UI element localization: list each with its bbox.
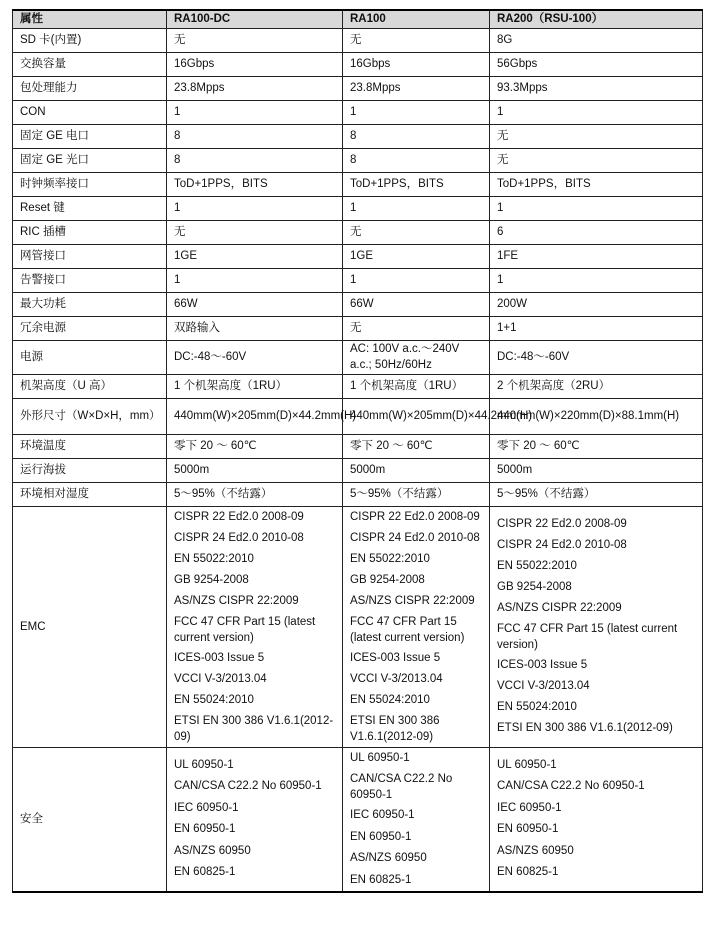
list-item: EN 55022:2010 [497, 560, 577, 572]
row-value: 5～95%（不结露） [490, 482, 703, 506]
list-item: IEC 60950-1 [174, 801, 239, 814]
list-item: UL 60950-1 [350, 751, 410, 764]
table-row [13, 172, 703, 196]
table-row [13, 434, 703, 458]
row-value: 1FE [490, 244, 703, 268]
row-label: 告警接口 [13, 268, 167, 292]
row-value: 5～95%（不结露） [343, 482, 490, 506]
row-value: 1 [343, 196, 490, 220]
row-value: 5000m [167, 458, 343, 482]
list-item: FCC 47 CFR Part 15 (latest current version) [497, 623, 678, 651]
row-label: 环境相对湿度 [13, 482, 167, 506]
list-item: CISPR 24 Ed2.0 2010-08 [350, 531, 480, 544]
list-item: ETSI EN 300 386 V1.6.1(2012-09) [350, 714, 440, 743]
row-value: 无 [343, 28, 490, 52]
standards-list [350, 748, 482, 892]
list-item: ICES-003 Issue 5 [350, 651, 441, 664]
list-item: FCC 47 CFR Part 15 (latest current version) [174, 615, 316, 644]
row-value: 93.3Mpps [490, 76, 703, 100]
list-item: AS/NZS 60950 [174, 844, 251, 857]
list-item: EN 60825-1 [174, 866, 236, 879]
row-label: SD 卡(内置) [13, 28, 167, 52]
list-item: ETSI EN 300 386 V1.6.1(2012-09) [174, 714, 334, 743]
table-row [13, 220, 703, 244]
row-label: Reset 键 [13, 196, 167, 220]
row-value: 8 [343, 124, 490, 148]
list-item: CISPR 24 Ed2.0 2010-08 [497, 539, 627, 551]
row-value: 1 [490, 100, 703, 124]
row-value: 1 [167, 268, 343, 292]
row-value: 440mm(W)×220mm(D)×88.1mm(H) [490, 398, 703, 434]
list-item: IEC 60950-1 [350, 809, 415, 821]
row-value: 无 [343, 220, 490, 244]
row-value: 23.8Mpps [343, 76, 490, 100]
row-value: 1 [167, 100, 343, 124]
row-value-list [167, 747, 343, 892]
row-value-list [167, 506, 343, 747]
row-value: ToD+1PPS，BITS [167, 172, 343, 196]
row-value: 16Gbps [343, 52, 490, 76]
row-value: 5～95%（不结露） [167, 482, 343, 506]
row-value: 1GE [167, 244, 343, 268]
row-value: 200W [490, 292, 703, 316]
list-item: ICES-003 Issue 5 [174, 651, 265, 664]
spec-table [12, 9, 703, 893]
row-label: 冗余电源 [13, 316, 167, 340]
list-item: CISPR 22 Ed2.0 2008-09 [350, 510, 480, 523]
table-row-emc [13, 506, 703, 747]
row-value: 1 [167, 196, 343, 220]
list-item: EN 60950-1 [350, 830, 412, 843]
row-value: 2 个机架高度（2RU） [490, 374, 703, 398]
row-value: 8 [343, 148, 490, 172]
row-value: 8 [167, 124, 343, 148]
list-item: FCC 47 CFR Part 15 (latest current version) [350, 615, 465, 644]
list-item: EN 55024:2010 [497, 701, 577, 713]
row-value: 无 [167, 220, 343, 244]
header-ra100: RA100 [343, 10, 490, 28]
row-value: 1 [490, 268, 703, 292]
list-item: CAN/CSA C22.2 No 60950-1 [174, 780, 322, 793]
row-value: 双路输入 [167, 316, 343, 340]
row-value: ToD+1PPS，BITS [343, 172, 490, 196]
row-value: 1GE [343, 244, 490, 268]
row-label: 安全 [13, 747, 167, 892]
table-row [13, 148, 703, 172]
table-header-row [13, 10, 703, 28]
list-item: AS/NZS 60950 [497, 844, 574, 857]
list-item: IEC 60950-1 [497, 801, 562, 814]
list-item: CAN/CSA C22.2 No 60950-1 [497, 780, 645, 793]
list-item: EN 55022:2010 [350, 552, 430, 565]
row-label: 机架高度（U 高） [13, 374, 167, 398]
row-value: 440mm(W)×205mm(D)×44.2mm(H) [167, 398, 343, 434]
list-item: GB 9254-2008 [497, 581, 572, 593]
row-value: 66W [343, 292, 490, 316]
row-value: 无 [490, 124, 703, 148]
table-row [13, 100, 703, 124]
row-label: 固定 GE 光口 [13, 148, 167, 172]
row-label: 运行海拔 [13, 458, 167, 482]
list-item: AS/NZS CISPR 22:2009 [350, 594, 475, 607]
list-item: EN 60950-1 [174, 823, 236, 836]
table-row [13, 482, 703, 506]
list-item: VCCI V-3/2013.04 [350, 672, 443, 685]
row-value: 6 [490, 220, 703, 244]
row-value: 零下 20 ～ 60℃ [167, 434, 343, 458]
row-value: AC: 100V a.c.～240V a.c.; 50Hz/60Hz [343, 340, 490, 374]
list-item: EN 55024:2010 [350, 693, 430, 706]
list-item: EN 60950-1 [497, 823, 559, 836]
row-value: 23.8Mpps [167, 76, 343, 100]
list-item: ETSI EN 300 386 V1.6.1(2012-09) [497, 722, 673, 734]
spec-table-body [13, 28, 703, 892]
table-row [13, 340, 703, 374]
row-value: 16Gbps [167, 52, 343, 76]
list-item: CISPR 22 Ed2.0 2008-09 [497, 518, 627, 530]
list-item: CAN/CSA C22.2 No 60950-1 [350, 773, 453, 801]
list-item: UL 60950-1 [497, 758, 557, 771]
standards-list [350, 507, 482, 747]
table-row [13, 76, 703, 100]
row-value: 无 [167, 28, 343, 52]
row-value: 1 个机架高度（1RU） [343, 374, 490, 398]
row-value: 1 [343, 100, 490, 124]
row-value: DC:-48～-60V [167, 340, 343, 374]
row-label: EMC [13, 506, 167, 747]
table-row [13, 398, 703, 434]
table-row [13, 458, 703, 482]
spec-table-container [12, 9, 702, 893]
row-label: CON [13, 100, 167, 124]
list-item: ICES-003 Issue 5 [497, 659, 588, 671]
row-value: 8 [167, 148, 343, 172]
table-row [13, 244, 703, 268]
row-value: 1 [343, 268, 490, 292]
table-row [13, 52, 703, 76]
row-value: 56Gbps [490, 52, 703, 76]
standards-list [497, 514, 695, 739]
list-item: EN 55024:2010 [174, 693, 254, 706]
row-label: 最大功耗 [13, 292, 167, 316]
table-row [13, 292, 703, 316]
list-item: AS/NZS CISPR 22:2009 [174, 594, 299, 607]
row-label: 环境温度 [13, 434, 167, 458]
row-value: 无 [490, 148, 703, 172]
row-label: 电源 [13, 340, 167, 374]
list-item: UL 60950-1 [174, 758, 234, 771]
row-value: 零下 20 ～ 60℃ [343, 434, 490, 458]
list-item: AS/NZS CISPR 22:2009 [497, 602, 622, 614]
row-value-list [343, 747, 490, 892]
row-value: 5000m [490, 458, 703, 482]
row-label: RIC 插槽 [13, 220, 167, 244]
list-item: EN 60825-1 [350, 873, 412, 886]
table-row [13, 316, 703, 340]
row-value: 无 [343, 316, 490, 340]
list-item: GB 9254-2008 [174, 573, 249, 586]
row-value: ToD+1PPS，BITS [490, 172, 703, 196]
list-item: GB 9254-2008 [350, 573, 425, 586]
row-value: 5000m [343, 458, 490, 482]
table-row [13, 268, 703, 292]
row-value-list [343, 506, 490, 747]
header-attribute: 属性 [13, 10, 167, 28]
list-item: VCCI V-3/2013.04 [174, 672, 267, 685]
row-value-list [490, 747, 703, 892]
row-label: 固定 GE 电口 [13, 124, 167, 148]
row-value: 1+1 [490, 316, 703, 340]
row-value: 66W [167, 292, 343, 316]
table-row [13, 124, 703, 148]
row-label: 交换容量 [13, 52, 167, 76]
table-row [13, 28, 703, 52]
row-label: 时钟频率接口 [13, 172, 167, 196]
row-value: 1 [490, 196, 703, 220]
list-item: CISPR 22 Ed2.0 2008-09 [174, 510, 304, 523]
row-label: 外形尺寸（W×D×H，mm） [13, 398, 167, 434]
row-value: 440mm(W)×205mm(D)×44.2mm(H) [343, 398, 490, 434]
list-item: VCCI V-3/2013.04 [497, 680, 590, 692]
row-value: 零下 20 ～ 60℃ [490, 434, 703, 458]
standards-list [497, 755, 695, 884]
row-value: 1 个机架高度（1RU） [167, 374, 343, 398]
header-ra100-dc: RA100-DC [167, 10, 343, 28]
standards-list [174, 507, 335, 747]
list-item: EN 55022:2010 [174, 552, 254, 565]
row-value: DC:-48～-60V [490, 340, 703, 374]
table-row [13, 374, 703, 398]
table-row-safety [13, 747, 703, 892]
row-value-list [490, 506, 703, 747]
list-item: AS/NZS 60950 [350, 852, 427, 864]
list-item: EN 60825-1 [497, 866, 559, 879]
table-row [13, 196, 703, 220]
row-label: 包处理能力 [13, 76, 167, 100]
row-value: 8G [490, 28, 703, 52]
standards-list [174, 755, 335, 884]
header-ra200: RA200（RSU-100） [490, 10, 703, 28]
row-label: 网管接口 [13, 244, 167, 268]
list-item: CISPR 24 Ed2.0 2010-08 [174, 531, 304, 544]
